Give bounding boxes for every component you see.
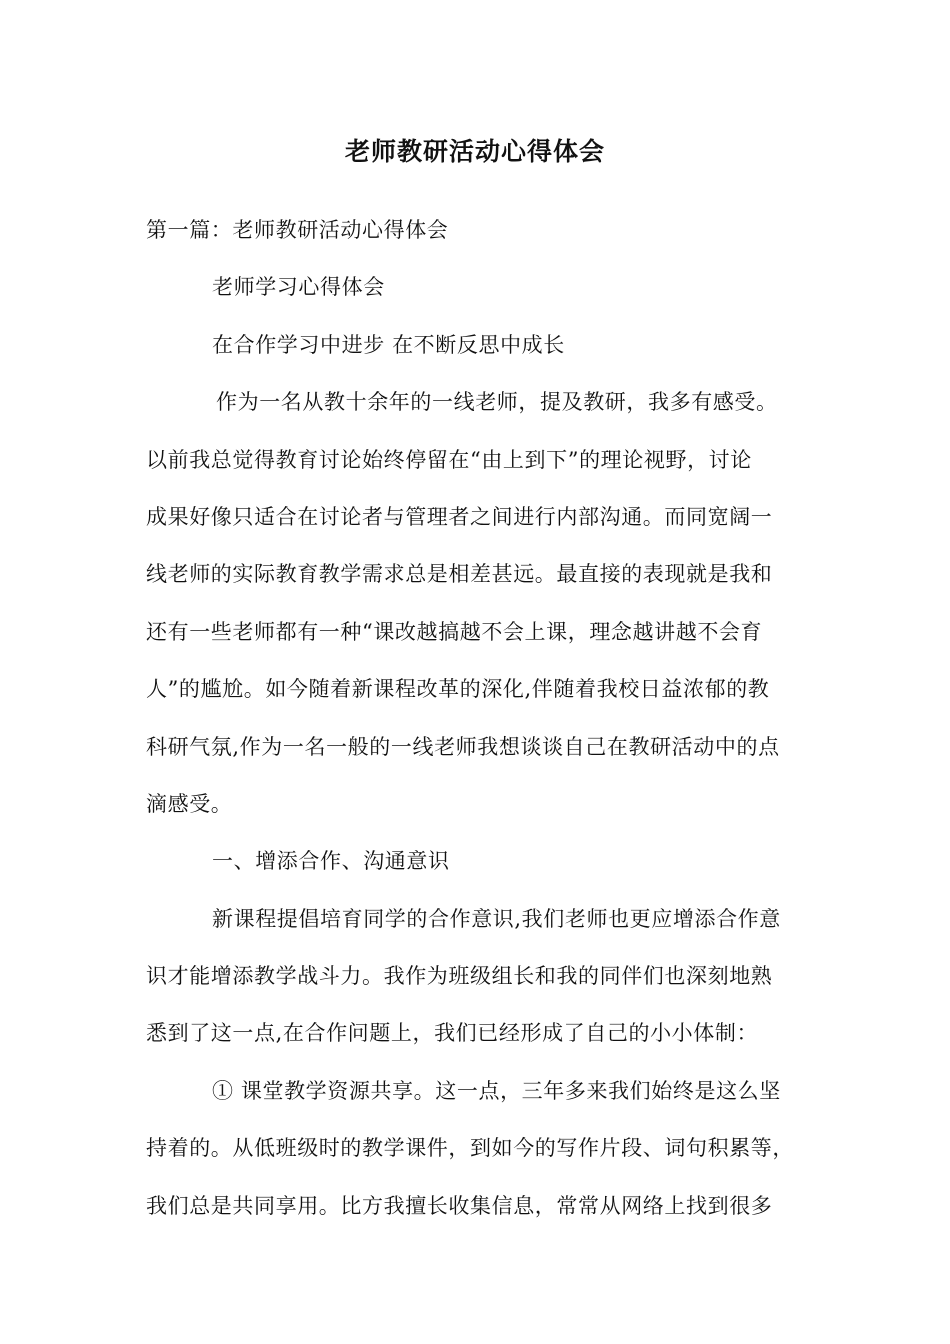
paragraph-line: 我们总是共同享用。比方我擅长收集信息，常常从网络上找到很多	[146, 1193, 773, 1218]
document-title: 老师教研活动心得体会	[344, 137, 605, 166]
sub-title: 在合作学习中进步 在不断反思中成长	[212, 332, 565, 357]
sub-heading: 老师学习心得体会	[212, 275, 385, 300]
paragraph-line: 持着的。从低班级时的教学课件，到如今的写作片段、词句积累等，	[146, 1136, 794, 1161]
paragraph-line: 科研气氛,作为一名一般的一线老师我想谈谈自己在教研活动中的点	[146, 734, 780, 759]
section-heading: 一、增添合作、沟通意识	[212, 849, 450, 874]
paragraph-line: 还有一些老师都有一种“课改越搞越不会上课，理念越讲越不会育	[146, 619, 763, 644]
section-heading: 第一篇：老师教研活动心得体会	[146, 218, 449, 242]
document-body	[146, 202, 814, 1235]
paragraph-line: ① 课堂教学资源共享。这一点，三年多来我们始终是这么坚	[212, 1078, 781, 1103]
paragraph-line: 识才能增添教学战斗力。我作为班级组长和我的同伴们也深刻地熟	[146, 964, 773, 989]
paragraph-line: 成果好像只适合在讨论者与管理者之间进行内部沟通。而同宽阔一	[146, 504, 773, 529]
paragraph-line: 新课程提倡培育同学的合作意识,我们老师也更应增添合作意	[212, 906, 781, 931]
paragraph-line: 人”的尴尬。如今随着新课程改革的深化,伴随着我校日益浓郁的教	[146, 677, 770, 702]
paragraph-line: 滴感受。	[146, 791, 233, 816]
paragraph-line: 线老师的实际教育教学需求总是相差甚远。最直接的表现就是我和	[146, 562, 773, 587]
paragraph-line: 作为一名从教十余年的一线老师，提及教研，我多有感受。	[216, 390, 778, 415]
paragraph-line: 以前我总觉得教育讨论始终停留在“由上到下”的理论视野，讨论	[146, 447, 752, 472]
paragraph-line: 悉到了这一点,在合作问题上，我们已经形成了自己的小小体制：	[146, 1021, 759, 1046]
